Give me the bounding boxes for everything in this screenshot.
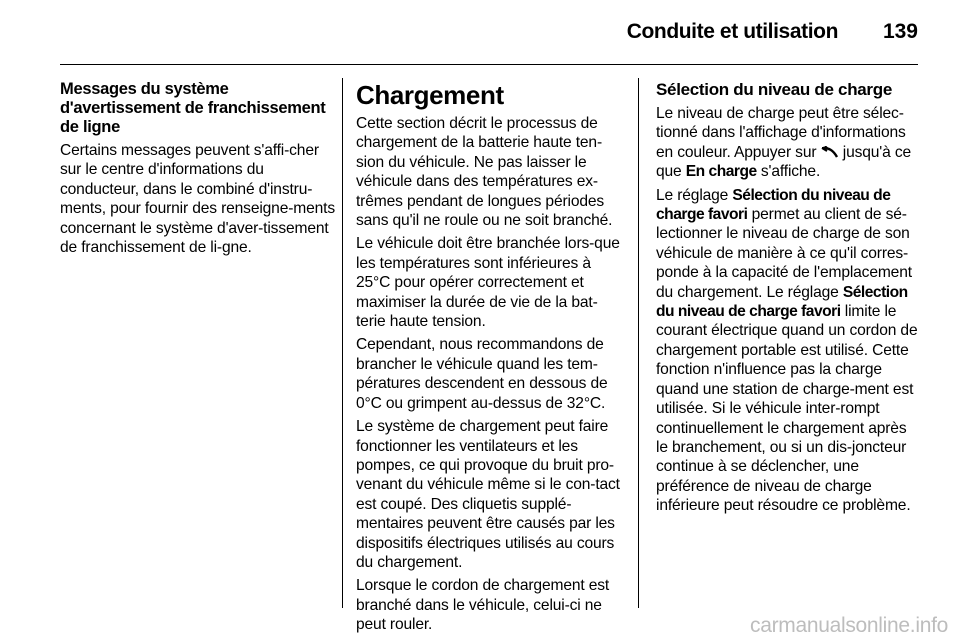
page-number: 139 xyxy=(882,20,918,43)
charge-level-paragraph-2 xyxy=(656,186,922,516)
charge-level-heading: Sélection du niveau de charge xyxy=(656,80,892,99)
charge-level-text-d: Le réglage xyxy=(656,186,729,204)
en-charge-label: En charge xyxy=(685,163,757,181)
lane-warning-heading: Messages du système d'avertissement de franchissement de ligne xyxy=(60,80,326,136)
back-arrow-icon xyxy=(821,144,839,156)
column-divider-left xyxy=(342,78,343,608)
charging-paragraph-3: Cependant, nous recommandons de brancher le véhicule quand les tem-pératures descendent en dessous de 0°C ou grimpent au-dessus de 32°C. xyxy=(356,336,608,412)
column-divider-right xyxy=(638,78,639,608)
charging-paragraph-2: Le véhicule doit être branchée lors-que les températures sont inférieures à 25°C pour opérer correctement et maximiser la durée de vie de la bat-terie haute tension. xyxy=(356,235,620,331)
charge-level-text-a: Le niveau de charge peut être sélec-tionné dans l'affichage d'informations en couleur. Appuyer sur xyxy=(656,105,906,161)
column-charging xyxy=(356,80,624,639)
charge-level-text-b: jusqu'à ce que xyxy=(656,143,911,181)
charge-level-text-f: limite le courant électrique quand un cordon de chargement portable est utilisé. Cette fonction n'influence pas la charge quand une station de charge-ment est utilisée. Si le véhicule inter-rompt continuellement le chargement après le branchement, ou si un dis-joncteur continue à se déclencher, une préférence de niveau de charge inférieure peut résoudre ce problème. xyxy=(656,303,918,515)
column-charge-level xyxy=(656,80,922,520)
header-rule xyxy=(60,64,918,65)
charge-level-paragraph-1 xyxy=(656,104,922,182)
charge-level-text-c: s'affiche. xyxy=(760,163,821,181)
header-title: Conduite et utilisation xyxy=(626,20,838,43)
charging-paragraph-5: Lorsque le cordon de chargement est branché dans le véhicule, celui-ci ne peut rouler. xyxy=(356,577,610,634)
charging-paragraph-4: Le système de chargement peut faire fonctionner les ventilateurs et les pompes, ce qui provoque du bruit pro-venant du véhicule même si le con-tact est coupé. Des cliquetis supplé-mentaires peuvent être causés par les dispositifs électriques utilisés au cours du chargement. xyxy=(356,418,620,571)
charging-paragraph-1: Cette section décrit le processus de chargement de la batterie haute ten-sion du véhicule. Ne pas laisser le véhicule dans des températures ex-trêmes pendant de longues périodes sans qu'il ne roule ou ne soit branché. xyxy=(356,115,613,230)
lane-warning-paragraph: Certains messages peuvent s'affi-cher sur le centre d'informations du conducteur, dans le combiné d'instru-ments, pour fournir des renseigne-ments concernant le système d'aver-tissement de franchissement de li-gne. xyxy=(60,142,335,257)
column-lane-warning xyxy=(60,80,336,261)
charging-heading: Chargement xyxy=(356,80,504,110)
favorite-level-label-1: Sélection du niveau de charge favori xyxy=(656,186,891,224)
favorite-level-label-2: Sélection du niveau de charge favori xyxy=(656,283,908,321)
watermark: carmanualsonline.info xyxy=(750,614,948,637)
charge-level-text-e: permet au client de sé-lectionner le niveau de charge de son véhicule de manière à ce qu'il corres-ponde à la capacité de l'emplacement du chargement. Le réglage xyxy=(656,206,912,301)
